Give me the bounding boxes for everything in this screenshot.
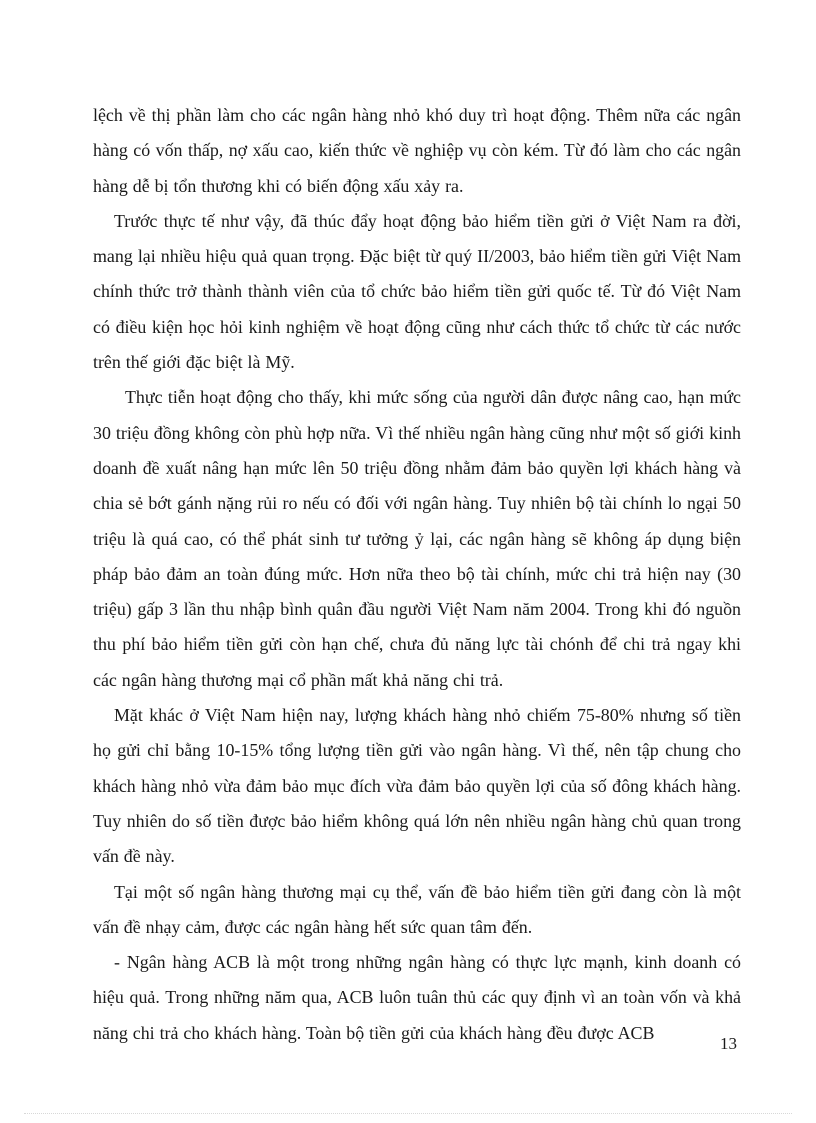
page-number: 13 (720, 1034, 737, 1053)
page-bottom-divider (24, 1113, 792, 1114)
paragraph-1: lệch về thị phần làm cho các ngân hàng nhỏ khó duy trì hoạt động. Thêm nữa các ngân hàng có vốn thấp, nợ xấu cao, kiến thức về nghiệp vụ còn kém. Từ đó làm cho các ngân hàng dễ bị tổn thương khi có biến động xấu xảy ra. (93, 105, 741, 196)
body-text (93, 98, 741, 1051)
paragraph-3: Thực tiễn hoạt động cho thấy, khi mức sống của người dân được nâng cao, hạn mức 30 triệu đồng không còn phù hợp nữa. Vì thế nhiều ngân hàng cũng như một số giới kinh doanh đề xuất nâng hạn mức lên 50 triệu đồng nhằm đảm bảo quyền lợi khách hàng và chia sẻ bớt gánh nặng rủi ro nếu có đối với ngân hàng. Tuy nhiên bộ tài chính lo ngại 50 triệu là quá cao, có thể phát sinh tư tưởng ỷ lại, các ngân hàng sẽ không áp dụng biện pháp bảo đảm an toàn đúng mức. Hơn nữa theo bộ tài chính, mức chi trả hiện nay (30 triệu) gấp 3 lần thu nhập bình quân đầu người Việt Nam năm 2004. Trong khi đó nguồn thu phí bảo hiểm tiền gửi còn hạn chế, chưa đủ năng lực tài chónh để chi trả ngay khi các ngân hàng thương mại cổ phần mất khả năng chi trả. (93, 387, 741, 690)
paragraph-5: Tại một số ngân hàng thương mại cụ thể, vấn đề bảo hiểm tiền gửi đang còn là một vấn đề nhạy cảm, được các ngân hàng hết sức quan tâm đến. (93, 881, 741, 937)
paragraph-2: Trước thực tế như vậy, đã thúc đẩy hoạt động bảo hiểm tiền gửi ở Việt Nam ra đời, mang lại nhiều hiệu quả quan trọng. Đặc biệt từ quý II/2003, bảo hiểm tiền gửi Việt Nam chính thức trở thành thành viên của tổ chức bảo hiểm tiền gửi quốc tế. Từ đó Việt Nam có điều kiện học hỏi kinh nghiệm về hoạt động cũng như cách thức tổ chức từ các nước trên thế giới đặc biệt là Mỹ. (93, 210, 741, 373)
paragraph-6: - Ngân hàng ACB là một trong những ngân hàng có thực lực mạnh, kinh doanh có hiệu quả. Trong những năm qua, ACB luôn tuân thủ các quy định vì an toàn vốn và khả năng chi trả cho khách hàng. Toàn bộ tiền gửi của khách hàng đều được ACB (93, 952, 741, 1043)
paragraph-4: Mặt khác ở Việt Nam hiện nay, lượng khách hàng nhỏ chiếm 75-80% nhưng số tiền họ gửi chỉ bằng 10-15% tổng lượng tiền gửi vào ngân hàng. Vì thế, nên tập chung cho khách hàng nhỏ vừa đảm bảo mục đích vừa đảm bảo quyền lợi của số đông khách hàng. Tuy nhiên do số tiền được bảo hiểm không quá lớn nên nhiều ngân hàng chủ quan trong vấn đề này. (93, 705, 741, 867)
